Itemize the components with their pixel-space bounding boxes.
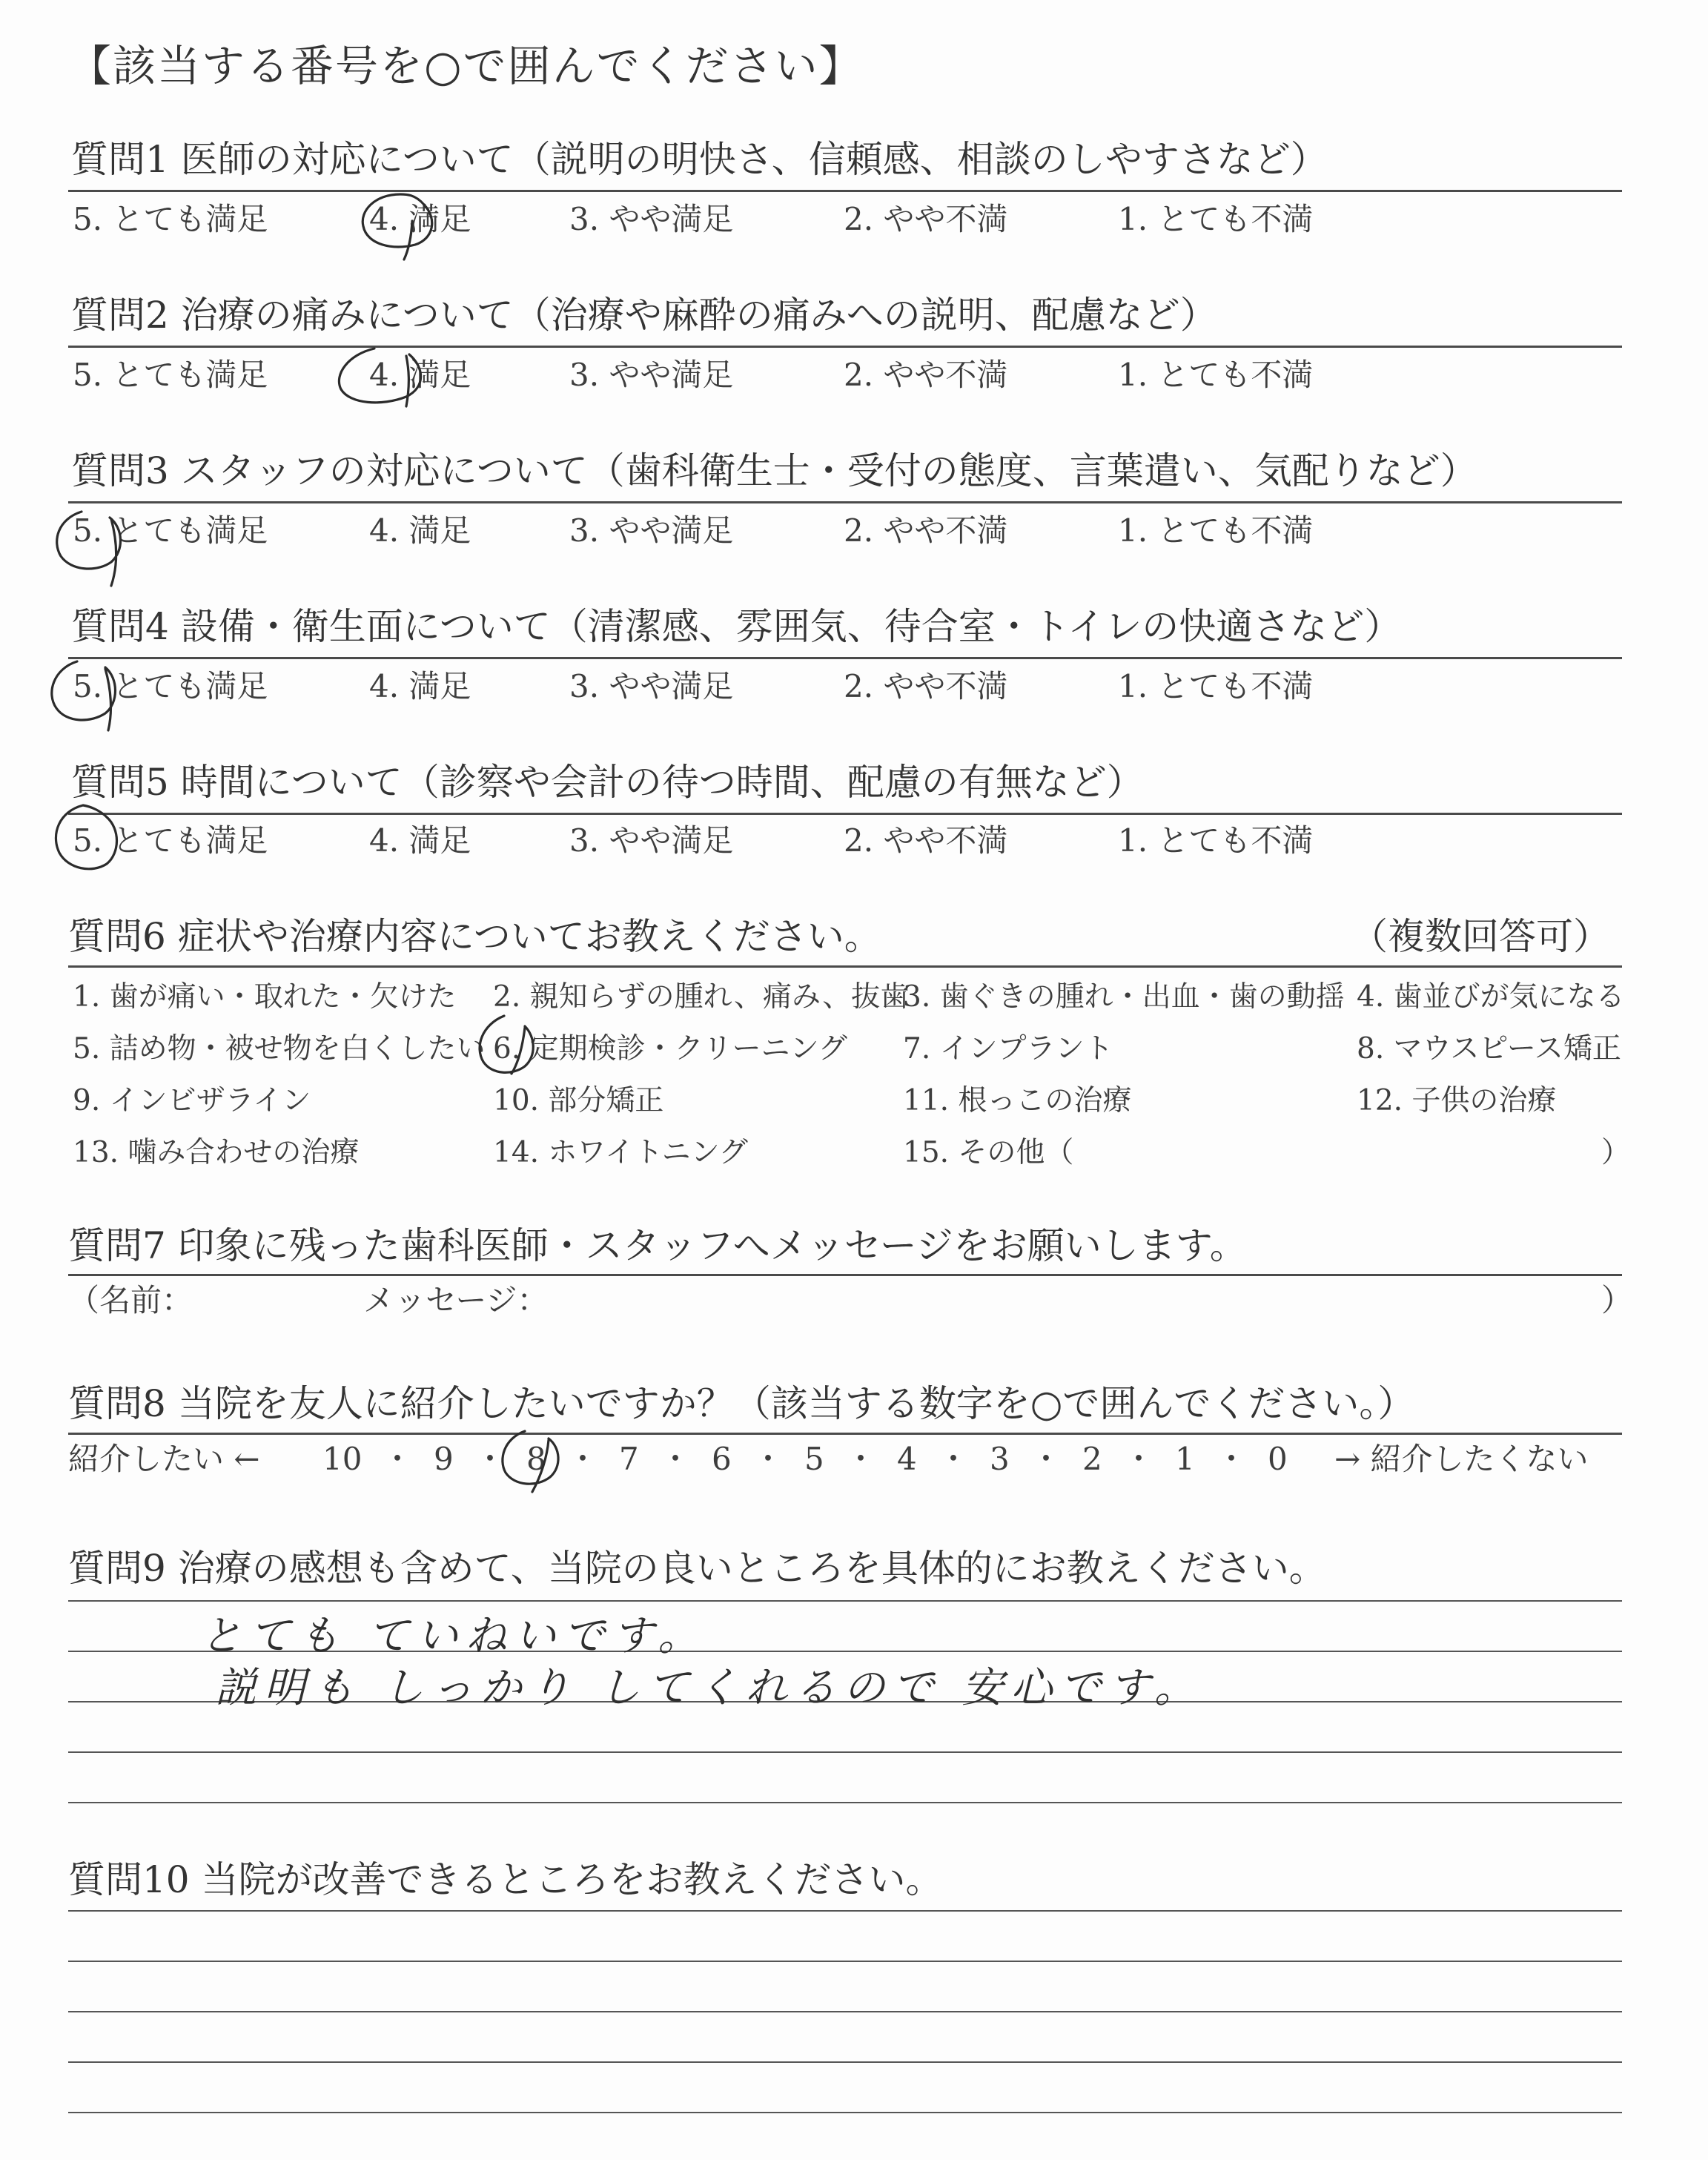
q8-heading: 質問8 当院を友人に紹介したいですか？（該当する数字を○で囲んでください。） <box>68 1382 1415 1425</box>
q3-option-1[interactable]: 1. とても不満 <box>1118 512 1314 549</box>
q8-left-label: 紹介したい ← <box>68 1441 260 1477</box>
q6-option-4[interactable]: 4. 歯並びが気になる <box>1357 980 1625 1014</box>
q8-sep: ・ <box>660 1441 692 1477</box>
q8-number-7[interactable]: 7 <box>619 1441 639 1477</box>
q1-option-1[interactable]: 1. とても不満 <box>1118 201 1314 237</box>
q2-option-5[interactable]: 5. とても満足 <box>73 357 268 393</box>
q3-rule <box>68 501 1622 503</box>
q2-option-2[interactable]: 2. やや不満 <box>844 357 1008 393</box>
q5-heading: 質問5 時間について（診察や会計の待つ時間、配慮の有無など） <box>71 761 1144 804</box>
q5-option-1[interactable]: 1. とても不満 <box>1118 822 1314 859</box>
q1-option-3[interactable]: 3. やや満足 <box>569 201 734 237</box>
q4-option-5[interactable]: 5. とても満足 <box>73 668 268 704</box>
q6-option-15[interactable]: 15. その他（ <box>903 1136 1074 1169</box>
q7-heading: 質問7 印象に残った歯科医師・スタッフへメッセージをお願いします。 <box>68 1224 1247 1267</box>
q10-heading: 質問10 当院が改善できるところをお教えください。 <box>68 1858 943 1901</box>
q10-writing-line <box>68 2061 1622 2063</box>
q8-sep: ・ <box>567 1441 599 1477</box>
q5-option-5[interactable]: 5. とても満足 <box>73 822 268 859</box>
q10-writing-line <box>68 2011 1622 2012</box>
q3-option-3[interactable]: 3. やや満足 <box>569 512 734 549</box>
q8-sep: ・ <box>1216 1441 1248 1477</box>
q10-writing-line <box>68 1961 1622 1962</box>
q8-sep: ・ <box>752 1441 784 1477</box>
q5-option-2[interactable]: 2. やや不満 <box>844 822 1008 859</box>
q9-heading: 質問9 治療の感想も含めて、当院の良いところを具体的にお教えください。 <box>68 1547 1326 1590</box>
q3-option-5[interactable]: 5. とても満足 <box>73 512 268 549</box>
q4-option-4[interactable]: 4. 満足 <box>369 668 471 704</box>
q3-heading: 質問3 スタッフの対応について（歯科衛生士・受付の態度、言葉遣い、気配りなど） <box>71 449 1477 492</box>
q6-other-close: ） <box>1601 1136 1631 1169</box>
q6-option-13[interactable]: 13. 噛み合わせの治療 <box>73 1136 360 1169</box>
q1-option-2[interactable]: 2. やや不満 <box>844 201 1008 237</box>
q6-note: （複数回答可） <box>1351 915 1610 958</box>
q6-option-2[interactable]: 2. 親知らずの腫れ、痛み、抜歯 <box>493 980 910 1014</box>
q7-message-label: メッセージ： <box>363 1282 549 1318</box>
q4-option-2[interactable]: 2. やや不満 <box>844 668 1008 704</box>
q2-option-4[interactable]: 4. 満足 <box>369 357 471 393</box>
q6-rule <box>68 965 1622 968</box>
q9-writing-line <box>68 1751 1622 1753</box>
q8-number-8[interactable]: 8 <box>526 1441 546 1477</box>
q2-option-3[interactable]: 3. やや満足 <box>569 357 734 393</box>
q1-option-5[interactable]: 5. とても満足 <box>73 201 268 237</box>
q4-heading: 質問4 設備・衛生面について（清潔感、雰囲気、待合室・トイレの快適さなど） <box>71 605 1402 648</box>
q8-number-10[interactable]: 10 <box>322 1441 363 1477</box>
q6-option-7[interactable]: 7. インプラント <box>903 1032 1113 1066</box>
q6-option-3[interactable]: 3. 歯ぐきの腫れ・出血・歯の動揺 <box>903 980 1345 1014</box>
q6-option-5[interactable]: 5. 詰め物・被せ物を白くしたい <box>73 1032 486 1066</box>
next-page-fragment <box>44 2147 934 2160</box>
q8-number-6[interactable]: 6 <box>712 1441 732 1477</box>
q1-rule <box>68 190 1622 192</box>
q7-close: ） <box>1601 1282 1633 1318</box>
q5-option-3[interactable]: 3. やや満足 <box>569 822 734 859</box>
q9-writing-line <box>68 1600 1622 1602</box>
q2-heading: 質問2 治療の痛みについて（治療や麻酔の痛みへの説明、配慮など） <box>71 294 1217 337</box>
q8-sep: ・ <box>382 1441 414 1477</box>
q4-rule <box>68 657 1622 659</box>
q3-option-4[interactable]: 4. 満足 <box>369 512 471 549</box>
q8-rule <box>68 1433 1622 1435</box>
q9-writing-line <box>68 1802 1622 1803</box>
q6-option-9[interactable]: 9. インビザライン <box>73 1084 311 1117</box>
q5-option-4[interactable]: 4. 満足 <box>369 822 471 859</box>
q8-number-3[interactable]: 3 <box>990 1441 1010 1477</box>
q2-rule <box>68 346 1622 348</box>
q7-name-label: （名前： <box>68 1282 193 1318</box>
q1-option-4[interactable]: 4. 満足 <box>369 201 471 237</box>
q8-number-1[interactable]: 1 <box>1175 1441 1195 1477</box>
q10-writing-line <box>68 1910 1622 1912</box>
q6-option-1[interactable]: 1. 歯が痛い・取れた・欠けた <box>73 980 457 1014</box>
q7-rule <box>68 1274 1622 1276</box>
q6-option-14[interactable]: 14. ホワイトニング <box>493 1136 748 1169</box>
q6-option-12[interactable]: 12. 子供の治療 <box>1357 1084 1557 1117</box>
q8-number-0[interactable]: 0 <box>1268 1441 1288 1477</box>
q8-sep: ・ <box>1030 1441 1062 1477</box>
q6-option-8[interactable]: 8. マウスピース矯正 <box>1357 1032 1621 1066</box>
q3-option-2[interactable]: 2. やや不満 <box>844 512 1008 549</box>
q9-handwritten-line-1: とても ていねいです。 <box>200 1612 707 1660</box>
q6-option-11[interactable]: 11. 根っこの治療 <box>903 1084 1132 1117</box>
q8-sep: ・ <box>1123 1441 1155 1477</box>
q6-option-10[interactable]: 10. 部分矯正 <box>493 1084 664 1117</box>
q8-sep: ・ <box>845 1441 877 1477</box>
q8-number-4[interactable]: 4 <box>897 1441 917 1477</box>
q8-number-9[interactable]: 9 <box>434 1441 454 1477</box>
q4-option-3[interactable]: 3. やや満足 <box>569 668 734 704</box>
q6-heading: 質問6 症状や治療内容についてお教えください。 <box>68 915 881 958</box>
q9-handwritten-line-2: 説明も しっかり してくれるので 安心です。 <box>215 1664 1203 1712</box>
q5-rule <box>68 813 1622 815</box>
q8-sep: ・ <box>938 1441 970 1477</box>
q10-writing-line <box>68 2112 1622 2113</box>
q4-option-1[interactable]: 1. とても不満 <box>1118 668 1314 704</box>
q1-heading: 質問1 医師の対応について（説明の明快さ、信頼感、相談のしやすさなど） <box>71 138 1328 181</box>
q8-right-label: → 紹介したくない <box>1334 1441 1589 1477</box>
q8-number-5[interactable]: 5 <box>804 1441 824 1477</box>
page-title: 【該当する番号を○で囲んでください】 <box>68 41 864 91</box>
q2-option-1[interactable]: 1. とても不満 <box>1118 357 1314 393</box>
q6-option-6[interactable]: 6. 定期検診・クリーニング <box>493 1032 847 1066</box>
q8-sep: ・ <box>474 1441 506 1477</box>
q8-number-2[interactable]: 2 <box>1082 1441 1102 1477</box>
